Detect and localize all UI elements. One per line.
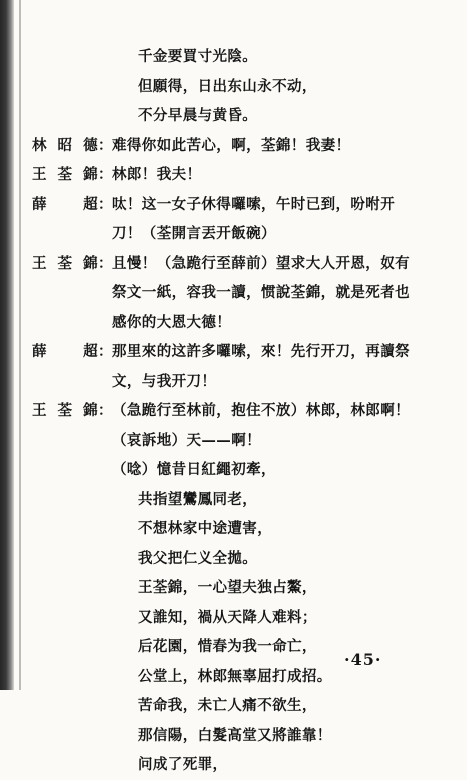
script-line [32,603,462,633]
script-line [32,278,462,308]
script-line [32,219,462,249]
script-line [32,632,462,662]
script-line [32,101,462,131]
verse-text: 问成了死罪， [138,756,228,773]
dialogue-text: 林郎！我夫！ [112,166,202,183]
script-line [32,691,462,721]
script-line [32,308,462,338]
dialogue-continuation: （哀訴地）天——啊！ [112,431,261,449]
script-line [32,367,462,397]
speaker-name: 林昭德 [32,136,98,154]
speaker-name: 薛 超 [32,195,98,213]
verse-text: 苦命我，未亡人痛不欲生， [138,697,317,714]
script-line [32,573,462,603]
script-line [32,544,462,574]
script-line [32,249,462,279]
script-line [32,721,462,751]
script-line [32,426,462,456]
verse-text: 千金要買寸光陰。 [138,48,258,65]
verse-text: 我父把仁义全拋。 [138,549,258,567]
speaker-colon: ： [98,195,113,213]
verse-text: 不想林家中途遭害， [138,520,273,537]
speaker-name: 王荃錦 [32,254,98,272]
speaker-name: 王荃錦 [32,166,98,183]
script-line [32,662,462,692]
verse-text: 公堂上，林郎無辜屈打成招。 [138,667,332,685]
dialogue-continuation: 祭文一紙，容我一讀，惯說荃錦，就是死者也 [112,284,410,301]
verse-text: 那信陽，白髮高堂又將誰靠！ [138,726,332,744]
speaker-name: 薛 超 [32,343,98,360]
book-binding-shadow [0,0,14,690]
binding-edge-line [19,0,21,690]
speaker-colon: ： [98,254,113,272]
dialogue-text: 且慢！（急跪行至薛前）望求大人开恩，奴有 [112,254,410,272]
script-line [32,131,462,161]
script-line [32,514,462,544]
dialogue-continuation: 刀！（荃開言丟开飯碗） [112,225,276,242]
verse-text: 王荃錦，一心望夫独占鰲， [138,579,317,596]
verse-text: 但願得，日出东山永不动， [138,77,317,95]
dialogue-continuation: 感你的大恩大德！ [112,313,232,331]
script-page [32,42,462,780]
script-line [32,337,462,367]
script-line [32,455,462,485]
dialogue-text: 那里來的这許多囉嗦，來！先行开刀，再讀祭 [112,343,410,360]
verse-text: 后花園，惜春为我一命亡， [138,638,317,655]
speaker-name: 王荃錦 [32,402,98,419]
script-line [32,485,462,515]
dialogue-text: 难得你如此苦心，啊，荃錦！我妻！ [112,136,351,154]
script-line [32,160,462,190]
script-line [32,42,462,72]
speaker-colon: ： [98,166,113,183]
page-number: ·45· [344,650,382,669]
verse-text: 不分早晨与黄昏。 [138,107,258,124]
script-line [32,396,462,426]
speaker-colon: ： [98,136,113,154]
script-line [32,72,462,102]
speaker-colon: ： [98,343,113,360]
speaker-colon: ： [98,402,113,419]
verse-text: 又誰知，禍从天降人难料； [138,608,317,626]
verse-text: 共指望鸞鳳同老， [138,490,258,508]
dialogue-continuation: 文，与我开刀！ [112,372,217,390]
script-line [32,190,462,220]
script-line [32,750,462,780]
dialogue-text: （急跪行至林前，抱住不放）林郎，林郎啊！ [112,402,410,419]
dialogue-text: 呔！这一女子休得囉嗦，午时已到，吩咐开 [112,195,396,213]
dialogue-continuation: （唸）憶昔日紅繩初牽， [112,461,276,478]
